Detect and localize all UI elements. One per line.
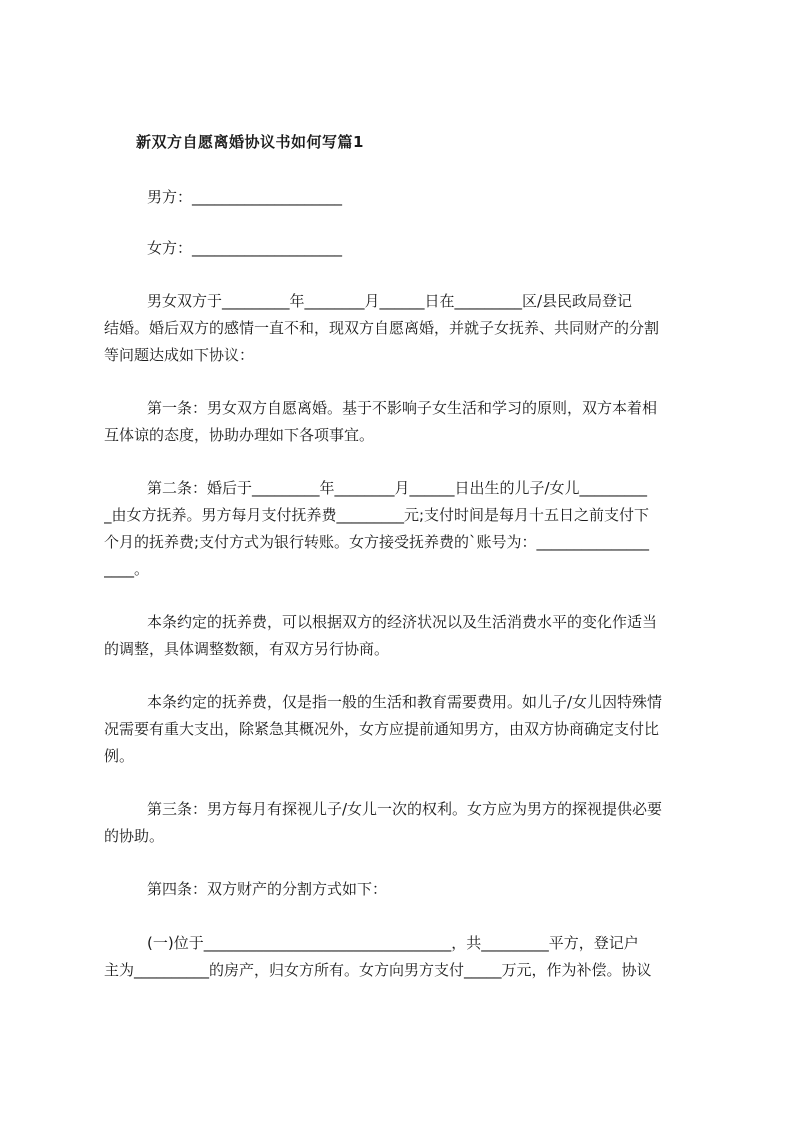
- adjustment-paragraph-line: 本条约定的抚养费，可以根据双方的经济状况以及生活消费水平的变化作适当: [147, 613, 658, 631]
- article-1-line: 互体谅的态度，协助办理如下各项事宜。: [104, 426, 375, 444]
- adjustment-paragraph-line: 的调整，具体调整数额，有双方另行协商。: [104, 640, 390, 658]
- general-cost-paragraph-line: 况需要有重大支出，除紧急其概况外，女方应提前通知男方，由双方协商确定支付比: [104, 720, 660, 738]
- general-cost-paragraph-line: 本条约定的抚养费，仅是指一般的生活和教育需要费用。如儿子/女儿因特殊情: [147, 693, 663, 711]
- article-2-line: 第二条：婚后于_________年________月______日出生的儿子/女儿_________: [147, 479, 648, 497]
- paragraph-line: 男女双方于_________年________月______日在_________区/县民政局登记: [147, 292, 633, 310]
- paragraph-line: 结婚。婚后双方的感情一直不和，现双方自愿离婚，并就子女抚养、共同财产的分割: [104, 319, 660, 337]
- article-4-heading: 第四条：双方财产的分割方式如下：: [147, 880, 388, 898]
- general-cost-paragraph-line: 例。: [104, 747, 135, 765]
- property-item-line: 主为__________的房产，归女方所有。女方向男方支付_____万元，作为补偿。协议: [104, 961, 652, 979]
- article-2-line: _由女方抚养。男方每月支付抚养费_________元;支付时间是每月十五日之前支付下: [104, 506, 650, 524]
- article-2-line: 个月的抚养费;支付方式为银行转账。女方接受抚养费的`账号为：_______________: [104, 533, 650, 551]
- document-title: 新双方自愿离婚协议书如何写篇1: [136, 133, 364, 151]
- article-3-line: 第三条：男方每月有探视儿子/女儿一次的权利。女方应为男方的探视提供必要: [147, 800, 663, 818]
- husband-line: 男方：____________________: [147, 188, 343, 206]
- article-1-line: 第一条：男女双方自愿离婚。基于不影响子女生活和学习的原则，双方本着相: [147, 399, 658, 417]
- property-item-line: (一)位于_________________________________，共_________平方，登记户: [147, 934, 639, 952]
- wife-line: 女方：____________________: [147, 239, 343, 257]
- paragraph-line: 等问题达成如下协议：: [104, 346, 255, 364]
- article-3-line: 的协助。: [104, 827, 165, 845]
- article-2-line: ____。: [104, 560, 150, 578]
